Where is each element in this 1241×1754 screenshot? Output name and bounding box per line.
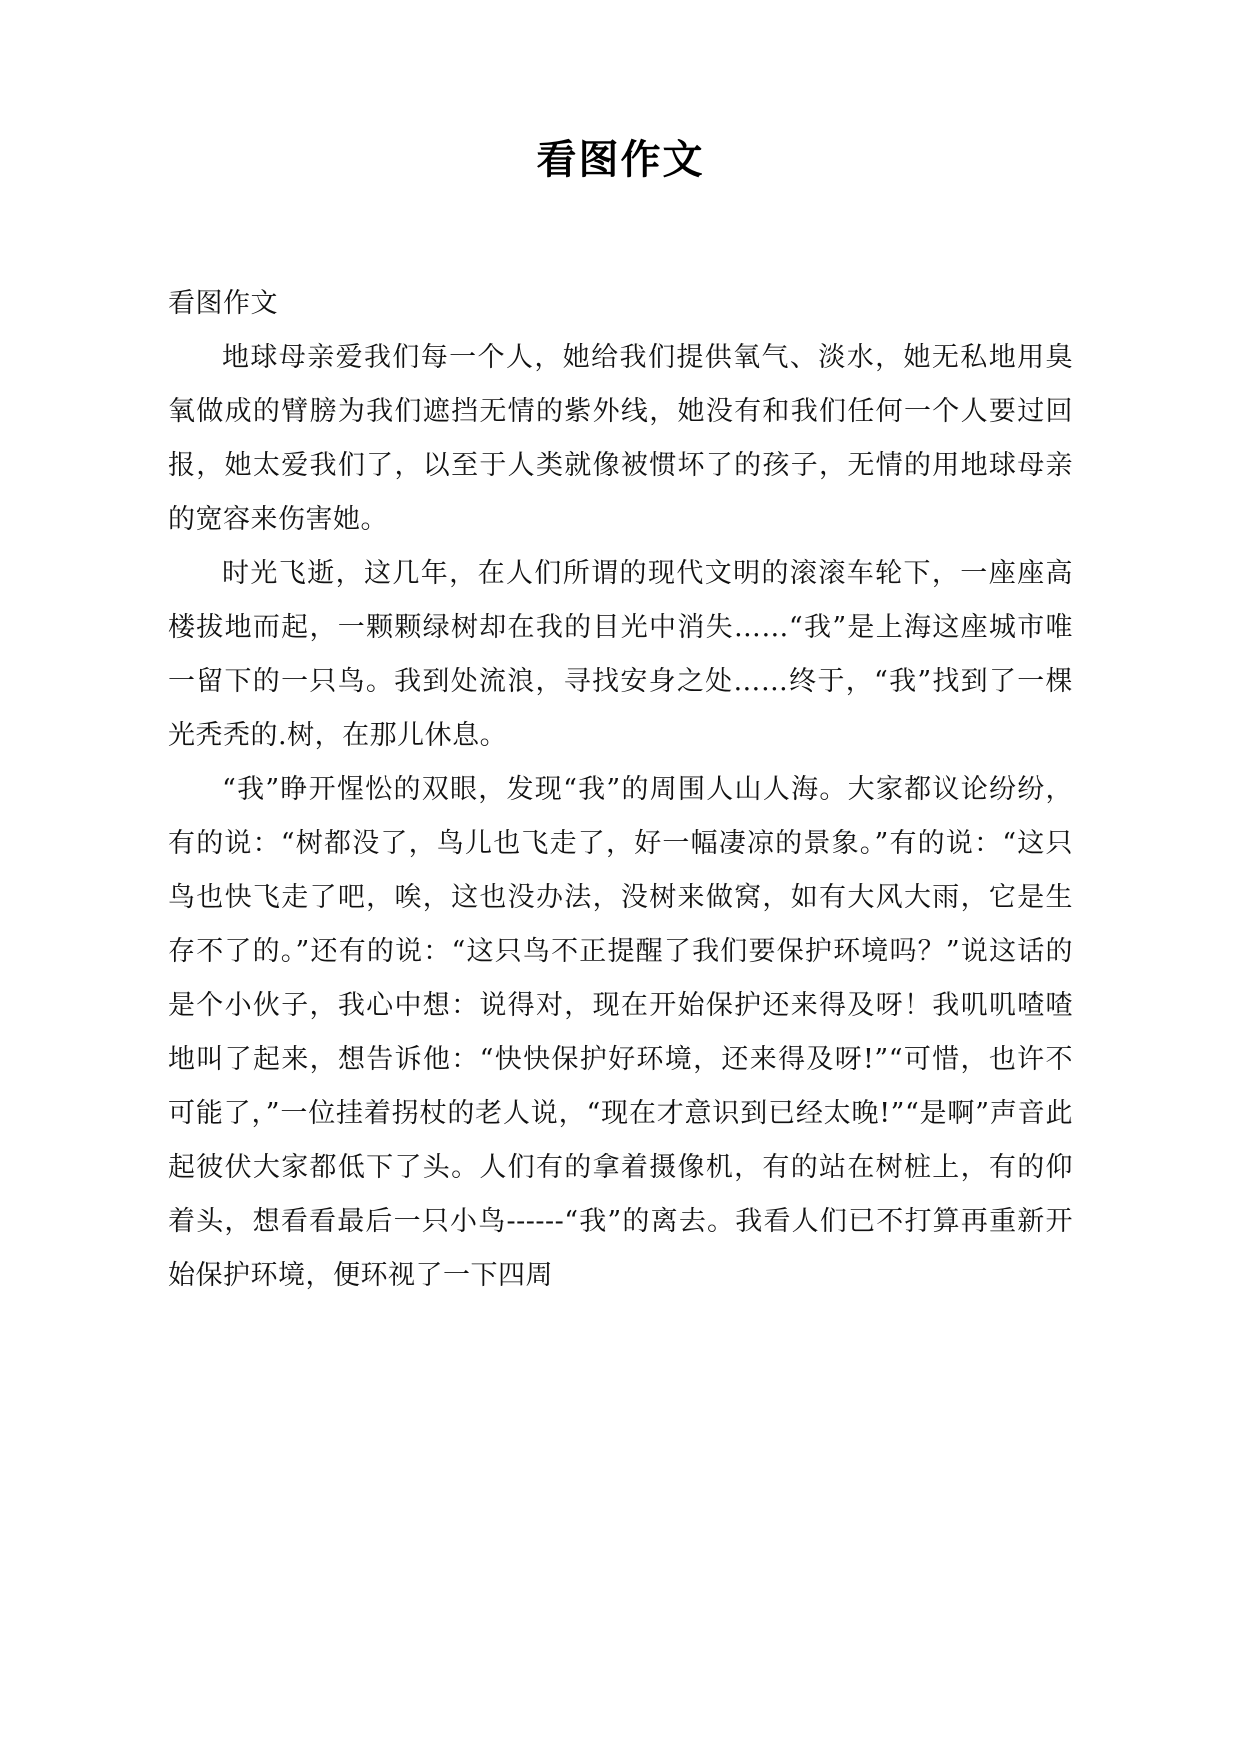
paragraph-2: 时光飞逝，这几年，在人们所谓的现代文明的滚滚车轮下，一座座高楼拔地而起，一颗颗绿树却在我的目光中消失……“我”是上海这座城市唯一留下的一只鸟。我到处流浪，寻找安身之处……终于，“我”找到了一棵光秃秃的.树，在那儿休息。: [168, 558, 1073, 751]
page-title: 看图作文: [536, 137, 705, 183]
page-content: [168, 0, 1073, 1303]
paragraph-1: 地球母亲爱我们每一个人，她给我们提供氧气、淡水，她无私地用臭氧做成的臂膀为我们遮挡无情的紫外线，她没有和我们任何一个人要过回报，她太爱我们了，以至于人类就像被惯坏了的孩子，无情的用地球母亲的宽容来伤害她。: [168, 342, 1073, 535]
document-body: [168, 277, 1073, 1303]
paragraph-heading-line: 看图作文: [168, 288, 278, 319]
paragraph-3: “我”睁开惺忪的双眼，发现“我”的周围人山人海。大家都议论纷纷，有的说：“树都没了，鸟儿也飞走了，好一幅凄凉的景象。”有的说：“这只鸟也快飞走了吧，唉，这也没办法，没树来做窝，如有大风大雨，它是生存不了的。”还有的说：“这只鸟不正提醒了我们要保护环境吗？”说这话的是个小伙子，我心中想：说得对，现在开始保护还来得及呀！我叽叽喳喳地叫了起来，想告诉他：“快快保护好环境，还来得及呀!”“可惜，也许不可能了，”一位挂着拐杖的老人说，“现在才意识到已经太晚!”“是啊”声音此起彼伏大家都低下了头。人们有的拿着摄像机，有的站在树桩上，有的仰着头，想看看最后一只小鸟------“我”的离去。我看人们已不打算再重新开始保护环境，便环视了一下四周: [168, 774, 1073, 1291]
